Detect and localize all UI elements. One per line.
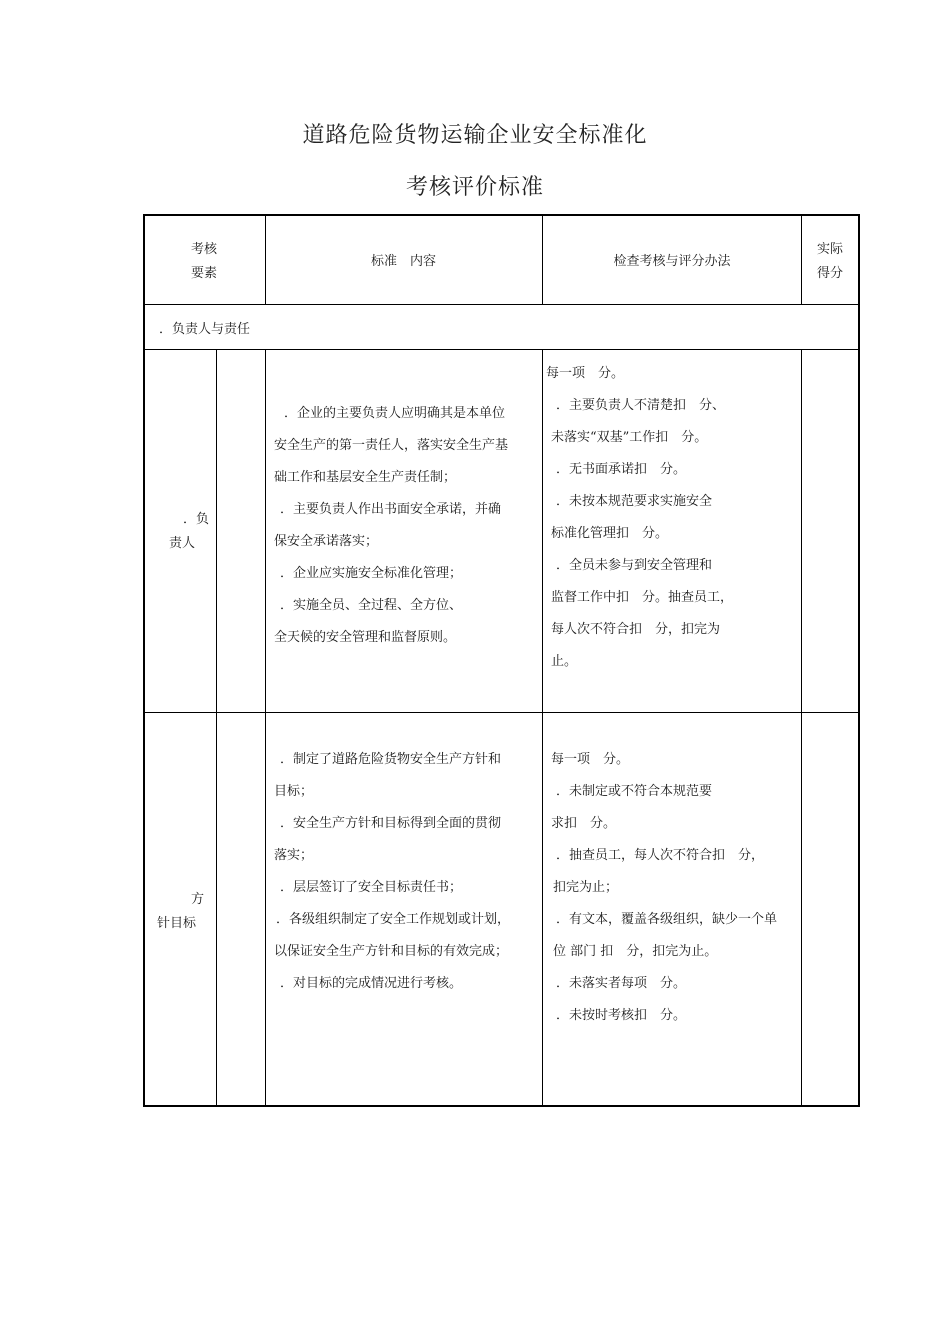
row1-standard-line: 础工作和基层安全生产责任制；	[274, 470, 457, 485]
col-divider-method-body	[801, 349, 802, 1106]
row1-element-line2: 责人	[169, 536, 196, 551]
table-right-border	[858, 214, 860, 1107]
row1-method-line: 每一项 分。	[546, 366, 625, 381]
row2-element	[157, 888, 217, 936]
row2-method-line: 每一项 分。	[551, 752, 630, 767]
header-element-line1: 考核	[190, 242, 217, 257]
row1-method-line: 止。	[551, 654, 578, 669]
row2-standard-line: ．制定了道路危险货物安全生产方针和	[280, 752, 502, 767]
col-divider-sub	[216, 349, 217, 1106]
row1-element	[169, 508, 229, 556]
table-bottom-border	[143, 1105, 860, 1107]
header-standard: 标准 内容	[370, 254, 436, 269]
col-divider-standard-body	[542, 349, 543, 1106]
document-subtitle: 考核评价标准	[405, 175, 544, 200]
row2-standard-line: 目标；	[274, 784, 314, 799]
row1-standard-line: 保安全承诺落实；	[274, 534, 379, 549]
row2-method-line: 求扣 分。	[551, 816, 617, 831]
row1-method-line: 监督工作中扣 分。抽查员工，	[551, 590, 734, 605]
row1-standard-line: 全天候的安全管理和监督原则。	[274, 630, 457, 645]
row1-method-line: ．无书面承诺扣 分。	[556, 462, 687, 477]
row1-method-line: ．未按本规范要求实施安全	[556, 494, 713, 509]
row1-method-line: 标准化管理扣 分。	[551, 526, 669, 541]
header-score-line2: 得分	[816, 266, 843, 281]
row2-standard-line: ．各级组织制定了安全工作规划或计划，	[276, 912, 511, 927]
header-score-line1: 实际	[816, 242, 843, 257]
row1-method-line: ．主要负责人不清楚扣 分、	[556, 398, 726, 413]
header-element	[143, 238, 265, 286]
row1-method-line: 每人次不符合扣 分，扣完为	[551, 622, 721, 637]
assessment-table	[143, 214, 860, 1107]
row2-element-line1: 方	[191, 892, 205, 907]
header-element-line2: 要素	[190, 266, 217, 281]
row2-method-line: ．未按时考核扣 分。	[556, 1008, 687, 1023]
row1-standard-line: 安全生产的第一责任人，落实安全生产基	[274, 438, 509, 453]
row1-standard-line: ．企业应实施安全标准化管理；	[280, 566, 463, 581]
row1-method-line: ．全员未参与到安全管理和	[556, 558, 713, 573]
row2-method-line: ．有文本，覆盖各级组织，缺少一个单	[556, 912, 778, 927]
row2-method-line: 扣完为止；	[553, 880, 619, 895]
row2-method-line: 位 部门 扣 分，扣完为止。	[553, 944, 718, 959]
row1-standard-line: ．实施全员、全过程、全方位、	[280, 598, 463, 613]
col-divider-element-body	[265, 349, 266, 1106]
row1-element-line1: ．负	[183, 512, 210, 527]
table-left-border	[143, 214, 145, 1107]
row2-method-line: ．未制定或不符合本规范要	[556, 784, 713, 799]
header-divider	[143, 304, 860, 305]
section-heading: ．负责人与责任	[159, 322, 251, 337]
table-top-border	[143, 214, 860, 216]
row2-standard-line: 落实；	[274, 848, 314, 863]
section-divider	[143, 349, 860, 350]
header-score	[802, 238, 858, 286]
row2-standard-line: ．对目标的完成情况进行考核。	[280, 976, 463, 991]
row2-standard-line: 以保证安全生产方针和目标的有效完成；	[274, 944, 509, 959]
row1-standard-line: ．主要负责人作出书面安全承诺，并确	[280, 502, 502, 517]
row2-element-line2: 针目标	[157, 916, 197, 931]
row1-standard-line: ．企业的主要负责人应明确其是本单位	[284, 406, 506, 421]
row2-method-line: ．抽查员工，每人次不符合扣 分，	[556, 848, 765, 863]
row-divider	[143, 712, 860, 713]
document-title: 道路危险货物运输企业安全标准化	[302, 123, 648, 148]
header-method: 检查考核与评分办法	[613, 254, 731, 269]
row2-method-line: ．未落实者每项 分。	[556, 976, 687, 991]
row2-standard-line: ．安全生产方针和目标得到全面的贯彻	[280, 816, 502, 831]
row2-standard-line: ．层层签订了安全目标责任书；	[280, 880, 463, 895]
row1-method-line: 未落实“双基”工作扣 分。	[551, 430, 708, 445]
